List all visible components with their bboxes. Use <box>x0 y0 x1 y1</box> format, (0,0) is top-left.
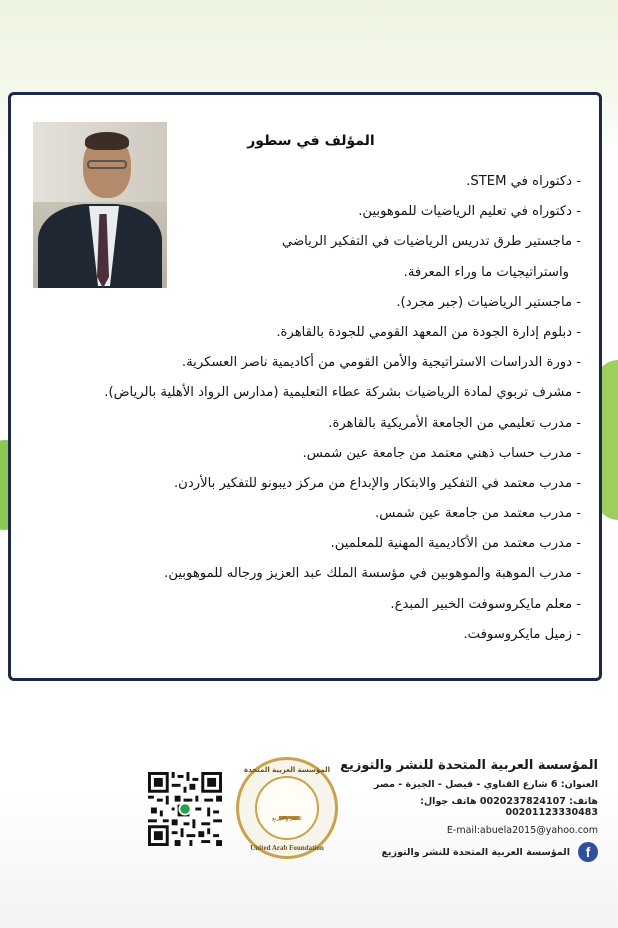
qr-code[interactable] <box>148 772 222 846</box>
publisher-email[interactable]: E-mail:abuela2015@yahoo.com <box>446 825 598 836</box>
card-title: المؤلف في سطور <box>247 133 375 149</box>
publisher-info <box>338 758 598 862</box>
logo-arabic-text: المؤسسة العربية المتحدة <box>243 766 331 774</box>
publisher-logo <box>236 757 338 859</box>
cv-item: - معلم مايكروسوفت الخبير المبدع. <box>390 596 581 612</box>
logo-emblem <box>255 776 319 840</box>
author-bio-card <box>8 92 602 681</box>
cv-item: - مدرب معتمد من جامعة عين شمس. <box>375 506 581 522</box>
cv-item: - دبلوم إدارة الجودة من المعهد القومي للجودة بالقاهرة. <box>276 324 581 340</box>
cv-item: - دكتوراه في تعليم الرياضيات للموهوبين. <box>358 204 581 220</box>
cv-item: - مدرب الموهبة والموهوبين في مؤسسة الملك عبد العزيز ورجاله للموهوبين. <box>164 566 581 582</box>
cv-item: - مشرف تربوي لمادة الرياضيات بشركة عطاء التعليمية (مدارس الرواد الأهلية بالرياض). <box>104 385 581 401</box>
facebook-icon[interactable]: f <box>578 842 598 862</box>
publisher-phones: هاتف: 0020237824107 هاتف جوال: 00201123330483 <box>420 796 598 818</box>
cv-item: - زميل مايكروسوفت. <box>463 626 581 642</box>
logo-english-text: United Arab Foundation <box>250 844 324 852</box>
facebook-link[interactable] <box>338 842 598 862</box>
facebook-label: المؤسسة العربية المتحدة للنشر والتوزيع <box>381 846 570 858</box>
cv-item: - مدرب حساب ذهني معتمد من جامعة عين شمس. <box>302 445 581 461</box>
qr-code-image <box>148 772 222 846</box>
cv-item: - دورة الدراسات الاستراتيجية والأمن القومي من أكاديمية ناصر العسكرية. <box>181 355 581 371</box>
cv-item: - مدرب معتمد في التفكير والابتكار والإبداع من مركز ديبونو للتفكير بالأردن. <box>173 475 581 491</box>
cv-list <box>21 167 581 650</box>
cv-item: - دكتوراه في STEM. <box>466 174 581 189</box>
cv-item: - مدرب معتمد من الأكاديمية المهنية للمعلمين. <box>330 536 581 552</box>
cv-item: - مدرب تعليمي من الجامعة الأمريكية بالقاهرة. <box>328 415 581 431</box>
cv-item-continuation: واستراتيجيات ما وراء المعرفة. <box>403 264 569 280</box>
logo-arabic-subtext: للنشر والتوزيع <box>272 816 302 822</box>
publisher-address: العنوان: 6 شارع القناوي - فيصل - الجيزة - مصر <box>373 779 598 790</box>
publisher-name: المؤسسة العربية المتحدة للنشر والتوزيع <box>340 758 598 773</box>
cv-item: - ماجستير الرياضيات (جبر مجرد). <box>396 294 581 310</box>
cv-item: - ماجستير طرق تدريس الرياضيات في التفكير الرياضي <box>281 234 581 250</box>
